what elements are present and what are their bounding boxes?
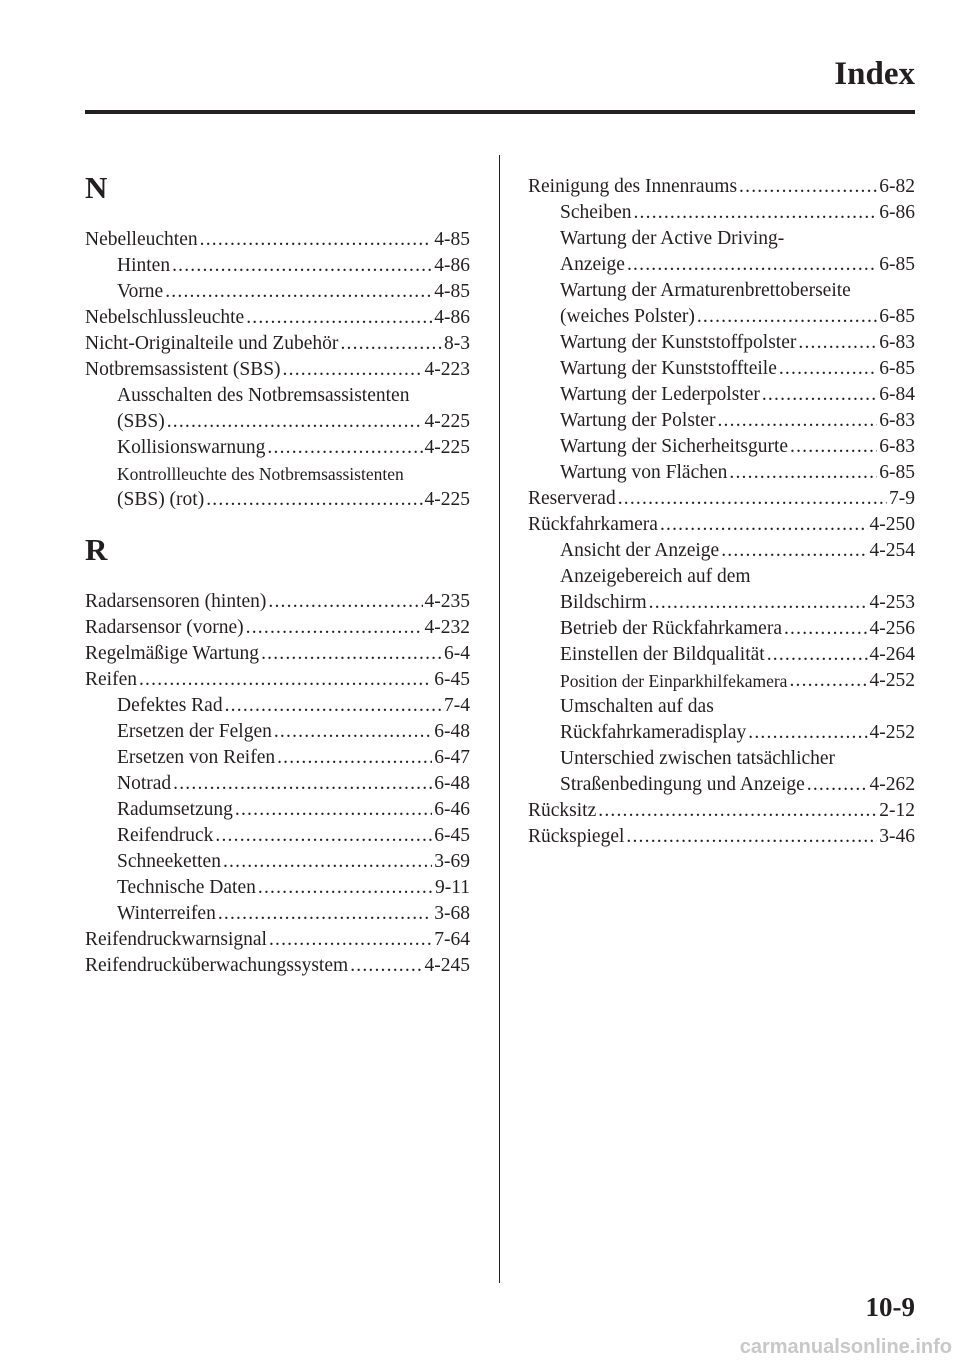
column-divider <box>499 155 500 1283</box>
dot-leader <box>213 823 432 849</box>
entry-term: Straßenbedingung und Anzeige <box>560 774 805 795</box>
index-entry <box>85 331 470 357</box>
entry-page-ref: 4-252 <box>869 722 915 743</box>
entry-page-ref: 7-9 <box>889 488 915 509</box>
entry-term: Betrieb der Rückfahrkamera <box>560 618 782 639</box>
index-entry <box>528 304 915 330</box>
entry-page-ref: 2-12 <box>879 800 915 821</box>
dot-leader <box>256 875 433 901</box>
entry-page-ref: 4-85 <box>434 281 470 302</box>
index-entry <box>85 435 470 461</box>
entry-term: Reifendrucküberwachungssystem <box>85 955 349 976</box>
dot-leader <box>616 486 887 512</box>
entry-term: (SBS) <box>117 411 165 432</box>
entry-term: Nebelschlussleuchte <box>85 307 245 328</box>
entry-term: Reifen <box>85 669 137 690</box>
entry-term: Radarsensor (vorne) <box>85 617 244 638</box>
index-entry <box>528 564 915 590</box>
dot-leader <box>787 668 867 694</box>
dot-leader <box>272 719 432 745</box>
entry-term: Defektes Rad <box>117 695 223 716</box>
entry-page-ref: 4-256 <box>869 618 915 639</box>
dot-leader <box>760 382 877 408</box>
section-letter-n: N <box>85 170 108 205</box>
index-entry <box>85 693 470 719</box>
entry-page-ref: 4-254 <box>869 540 915 561</box>
entry-term: Ersetzen von Reifen <box>117 747 276 768</box>
index-entry <box>85 253 470 279</box>
dot-leader <box>624 824 877 850</box>
entry-page-ref: 4-253 <box>869 592 915 613</box>
page-title: Index <box>834 56 915 92</box>
dot-leader <box>233 797 432 823</box>
entry-term: Vorne <box>117 281 164 302</box>
index-entry <box>85 797 470 823</box>
entry-page-ref: 4-232 <box>424 617 470 638</box>
entry-term: Radumsetzung <box>117 799 233 820</box>
dot-leader <box>244 615 423 641</box>
index-entry <box>528 486 915 512</box>
index-entry <box>528 174 915 200</box>
entry-page-ref: 6-83 <box>879 332 915 353</box>
entry-term: Reinigung des Innenraums <box>528 176 738 197</box>
entry-term: Notbremsassistent (SBS) <box>85 359 281 380</box>
entry-page-ref: 3-68 <box>434 903 470 924</box>
dot-leader <box>221 849 432 875</box>
entry-term: Position der Einparkhilfekamera <box>560 671 788 691</box>
dot-leader <box>281 357 423 383</box>
dot-leader <box>782 616 868 642</box>
entry-term: Wartung der Kunststoffpolster <box>560 332 797 353</box>
index-entry <box>528 278 915 304</box>
entry-term: Reifendruck <box>117 825 214 846</box>
entry-page-ref: 6-86 <box>879 202 915 223</box>
dot-leader <box>719 538 867 564</box>
entry-page-ref: 6-82 <box>879 176 915 197</box>
entry-page-ref: 4-86 <box>434 255 470 276</box>
index-entry <box>528 824 915 850</box>
entry-term: Schneeketten <box>117 851 221 872</box>
dot-leader <box>165 409 423 435</box>
dot-leader <box>695 304 877 330</box>
entry-page-ref: 4-85 <box>434 229 470 250</box>
index-entry <box>85 875 470 901</box>
entry-page-ref: 6-45 <box>434 825 470 846</box>
index-entry <box>85 383 470 409</box>
index-entry <box>85 641 470 667</box>
index-entry <box>85 589 470 615</box>
index-entry <box>528 616 915 642</box>
dot-leader <box>348 953 422 979</box>
entry-term: Unterschied zwischen tatsächlicher <box>560 748 836 769</box>
entry-page-ref: 7-64 <box>434 929 470 950</box>
entry-term: Hinten <box>117 255 171 276</box>
dot-leader <box>223 693 442 719</box>
entry-page-ref: 4-225 <box>424 437 470 458</box>
index-entry <box>85 771 470 797</box>
index-entry <box>85 279 470 305</box>
dot-leader <box>746 720 867 746</box>
page-number: 10-9 <box>865 1292 915 1322</box>
entry-term: Notrad <box>117 773 172 794</box>
entry-page-ref: 4-252 <box>869 670 915 691</box>
dot-leader <box>658 512 868 538</box>
entry-term: Ersetzen der Felgen <box>117 721 272 742</box>
entry-term: Nicht-Originalteile und Zubehör <box>85 333 339 354</box>
entry-page-ref: 6-46 <box>434 799 470 820</box>
entry-term: Rückspiegel <box>528 826 625 847</box>
index-entry <box>528 720 915 746</box>
entry-term: Kollisionswarnung <box>117 437 266 458</box>
index-entry <box>528 642 915 668</box>
dot-leader <box>647 590 868 616</box>
entry-term: Reserverad <box>528 488 616 509</box>
index-entry <box>528 512 915 538</box>
index-entry <box>85 719 470 745</box>
entry-term: Regelmäßige Wartung <box>85 643 260 664</box>
dot-leader <box>805 772 868 798</box>
entry-page-ref: 6-85 <box>879 462 915 483</box>
index-entry <box>528 668 915 694</box>
dot-leader <box>796 330 877 356</box>
dot-leader <box>727 460 877 486</box>
index-entry <box>528 252 915 278</box>
dot-leader <box>596 798 877 824</box>
dot-leader <box>170 253 432 279</box>
entry-term: Wartung der Active Driving- <box>560 228 785 249</box>
entry-term: Technische Daten <box>117 877 256 898</box>
index-entry <box>85 849 470 875</box>
dot-leader <box>265 435 422 461</box>
entry-page-ref: 4-223 <box>424 359 470 380</box>
index-entry <box>528 382 915 408</box>
entry-term: Umschalten auf das <box>560 696 714 717</box>
entry-page-ref: 4-86 <box>434 307 470 328</box>
dot-leader <box>198 227 433 253</box>
entry-term: Rückfahrkameradisplay <box>560 722 747 743</box>
entry-term: Wartung der Armaturenbrettoberseite <box>560 280 851 301</box>
dot-leader <box>259 641 442 667</box>
entry-term: Anzeigebereich auf dem <box>560 566 751 587</box>
dot-leader <box>737 174 877 200</box>
entry-term: Radarsensoren (hinten) <box>85 591 267 612</box>
entry-page-ref: 3-69 <box>434 851 470 872</box>
dot-leader <box>275 745 432 771</box>
dot-leader <box>715 408 877 434</box>
entry-page-ref: 4-262 <box>869 774 915 795</box>
dot-leader <box>777 356 877 382</box>
section-r-continued-entries <box>528 174 915 850</box>
index-entry <box>85 823 470 849</box>
dot-leader <box>631 200 877 226</box>
entry-term: Wartung der Polster <box>560 410 716 431</box>
index-entry <box>85 227 470 253</box>
dot-leader <box>765 642 868 668</box>
index-entry <box>85 461 470 487</box>
index-entry <box>85 409 470 435</box>
index-entry <box>85 357 470 383</box>
entry-page-ref: 6-85 <box>879 358 915 379</box>
entry-page-ref: 6-83 <box>879 410 915 431</box>
dot-leader <box>244 305 432 331</box>
index-entry <box>85 667 470 693</box>
index-entry <box>528 590 915 616</box>
entry-term: Ausschalten des Notbremsassistenten <box>117 385 410 406</box>
entry-page-ref: 9-11 <box>434 877 470 898</box>
entry-page-ref: 6-4 <box>444 643 470 664</box>
entry-page-ref: 6-48 <box>434 773 470 794</box>
entry-page-ref: 6-48 <box>434 721 470 742</box>
entry-page-ref: 6-47 <box>434 747 470 768</box>
index-entry <box>528 226 915 252</box>
header-rule <box>85 110 915 114</box>
index-entry <box>528 694 915 720</box>
entry-page-ref: 8-3 <box>444 333 470 354</box>
entry-page-ref: 4-235 <box>424 591 470 612</box>
dot-leader <box>137 667 432 693</box>
entry-page-ref: 4-225 <box>424 489 470 510</box>
entry-term: Reifendruckwarnsignal <box>85 929 267 950</box>
entry-term: Nebelleuchten <box>85 229 198 250</box>
dot-leader <box>788 434 877 460</box>
index-entry <box>85 927 470 953</box>
index-entry <box>528 746 915 772</box>
entry-term: Rücksitz <box>528 800 597 821</box>
index-entry <box>528 772 915 798</box>
index-entry <box>528 330 915 356</box>
entry-term: Winterreifen <box>117 903 216 924</box>
entry-term: Wartung der Sicherheitsgurte <box>560 436 789 457</box>
dot-leader <box>266 589 422 615</box>
dot-leader <box>216 901 432 927</box>
entry-term: Kontrollleuchte des Notbremsassistenten <box>117 464 404 484</box>
entry-term: Wartung von Flächen <box>560 462 728 483</box>
index-entry <box>528 538 915 564</box>
index-entry <box>528 200 915 226</box>
entry-term: Ansicht der Anzeige <box>560 540 720 561</box>
index-entry <box>85 901 470 927</box>
section-letter-r: R <box>85 532 108 567</box>
entry-page-ref: 7-4 <box>444 695 470 716</box>
entry-term: Anzeige <box>560 254 625 275</box>
index-entry <box>85 953 470 979</box>
entry-term: (SBS) (rot) <box>117 489 205 510</box>
entry-page-ref: 6-85 <box>879 306 915 327</box>
entry-term: Wartung der Lederpolster <box>560 384 760 405</box>
index-entry <box>528 798 915 824</box>
dot-leader <box>171 771 432 797</box>
entry-term: Bildschirm <box>560 592 647 613</box>
entry-page-ref: 4-250 <box>869 514 915 535</box>
index-entry <box>528 408 915 434</box>
index-entry <box>528 434 915 460</box>
entry-page-ref: 4-264 <box>869 644 915 665</box>
section-n-entries <box>85 227 470 513</box>
dot-leader <box>625 252 877 278</box>
entry-page-ref: 4-225 <box>424 411 470 432</box>
entry-page-ref: 6-85 <box>879 254 915 275</box>
entry-term: Rückfahrkamera <box>528 514 658 535</box>
dot-leader <box>338 331 442 357</box>
entry-page-ref: 6-45 <box>434 669 470 690</box>
dot-leader <box>163 279 432 305</box>
index-entry <box>528 460 915 486</box>
index-entry <box>85 305 470 331</box>
dot-leader <box>204 487 422 513</box>
dot-leader <box>267 927 432 953</box>
index-entry <box>85 487 470 513</box>
entry-page-ref: 6-84 <box>879 384 915 405</box>
index-entry <box>528 356 915 382</box>
entry-term: Einstellen der Bildqualität <box>560 644 765 665</box>
index-entry <box>85 615 470 641</box>
entry-page-ref: 4-245 <box>424 955 470 976</box>
entry-term: Wartung der Kunststoffteile <box>560 358 777 379</box>
entry-page-ref: 6-83 <box>879 436 915 457</box>
index-entry <box>85 745 470 771</box>
section-r-entries <box>85 589 470 979</box>
entry-term: Scheiben <box>560 202 632 223</box>
entry-page-ref: 3-46 <box>879 826 915 847</box>
watermark: carmanualsonline.info <box>739 1336 952 1358</box>
entry-term: (weiches Polster) <box>560 306 695 327</box>
